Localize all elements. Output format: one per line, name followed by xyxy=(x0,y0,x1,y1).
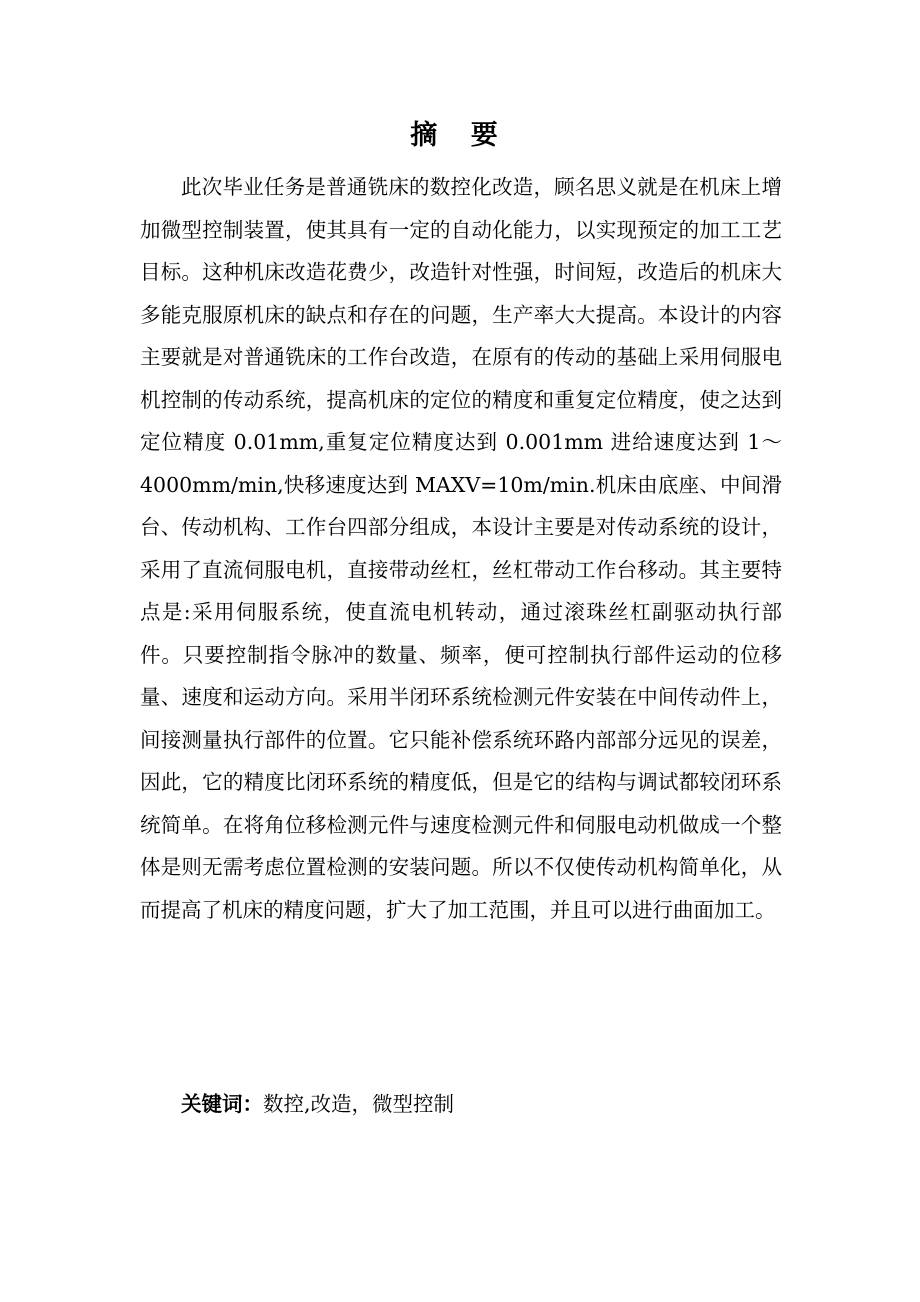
keywords-value: 数控,改造，微型控制 xyxy=(263,1092,455,1116)
abstract-title: 摘 要 xyxy=(410,120,510,151)
keywords-label: 关键词： xyxy=(181,1092,263,1116)
keywords-line xyxy=(181,1084,454,1124)
abstract-body: 此次毕业任务是普通铣床的数控化改造，顾名思义就是在机床上增加微型控制装置，使其具有一定的自动化能力，以实现预定的加工工艺目标。这种机床改造花费少，改造针对性强，时间短，改造后的机床大多能克服原机床的缺点和存在的问题，生产率大大提高。本设计的内容主要就是对普通铣床的工作台改造，在原有的传动的基础上采用伺服电机控制的传动系统，提高机床的定位的精度和重复定位精度，使之达到定位精度 0.01mm,重复定位精度达到 0.001mm 进给速度达到 1～4000mm/min,快移速度达到 MAXV=10m/min.机床由底座、中间滑台、传动机构、工作台四部分组成，本设计主要是对传动系统的设计，采用了直流伺服电机，直接带动丝杠，丝杠带动工作台移动。其主要特点是:采用伺服系统，使直流电机转动，通过滚珠丝杠副驱动执行部件。只要控制指令脉冲的数量、频率，便可控制执行部件运动的位移量、速度和运动方向。采用半闭环系统检测元件安装在中间传动件上，间接测量执行部件的位置。它只能补偿系统环路内部部分远见的误差，因此，它的精度比闭环系统的精度低，但是它的结构与调试都较闭环系统简单。在将角位移检测元件与速度检测元件和伺服电动机做成一个整体是则无需考虑位置检测的安装问题。所以不仅使传动机构简单化，从而提高了机床的精度问题，扩大了加工范围，并且可以进行曲面加工。 xyxy=(140,175,782,922)
